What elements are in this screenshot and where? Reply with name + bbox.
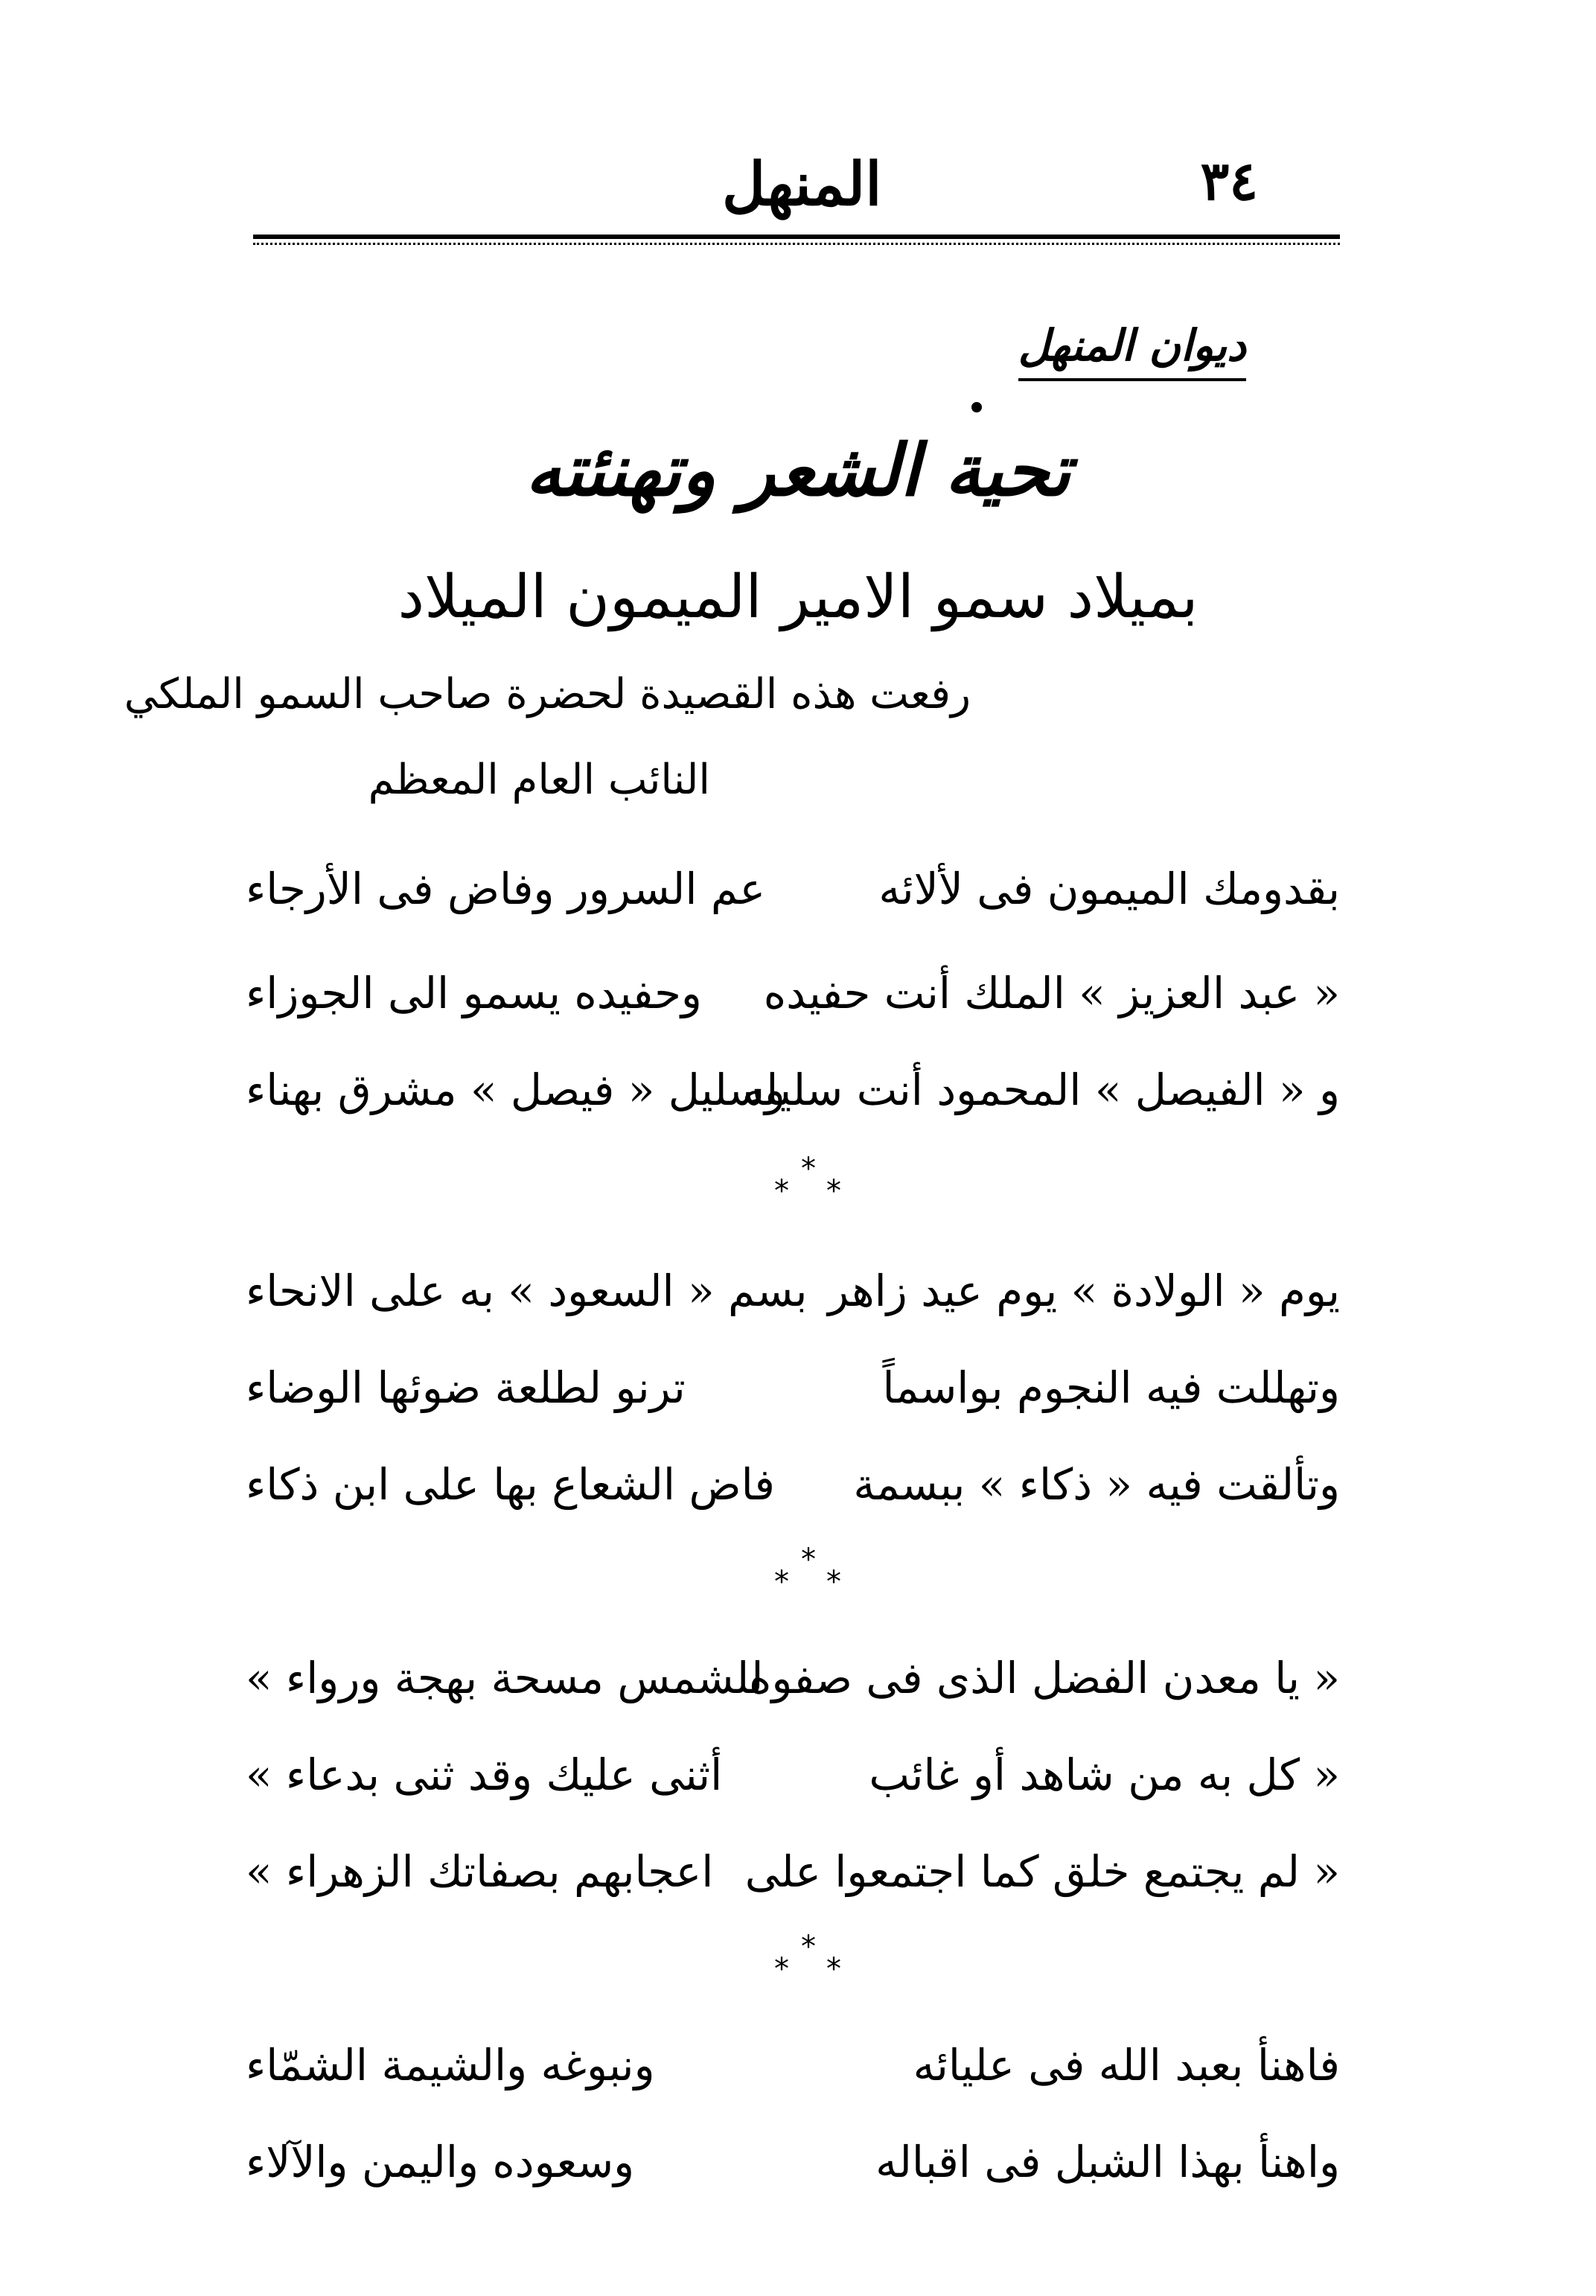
verse-line (246, 1065, 1340, 1139)
verse-second-hemistich: ونبوغه والشيمة الشمّاء (246, 2040, 655, 2091)
verse-second-hemistich: اعجابهم بصفاتك الزهراء » (246, 1846, 714, 1897)
section-tag: ديوان المنهل (1018, 320, 1246, 381)
verse-first-hemistich: وتألقت فيه « ذكاء » ببسمة (853, 1459, 1340, 1510)
verse-first-hemistich: فاهنأ بعبد الله فى عليائه (913, 2040, 1340, 2091)
verse-first-hemistich: « عبد العزيز » الملك أنت حفيده (763, 968, 1340, 1018)
dedication-line: رفعت هذه القصيدة لحضرة صاحب السمو الملكي (124, 670, 971, 718)
verse-second-hemistich: وسليل « فيصل » مشرق بهناء (246, 1065, 785, 1115)
header-rule (253, 235, 1340, 248)
verse-first-hemistich: وتهللت فيه النجوم بواسماً (882, 1362, 1340, 1413)
verse-first-hemistich: « لم يجتمع خلق كما اجتمعوا على (744, 1846, 1340, 1897)
verse-second-hemistich: وحفيده يسمو الى الجوزاء (246, 968, 702, 1018)
verse-second-hemistich: وسعوده واليمن والآلاء (246, 2137, 635, 2187)
verse-line (246, 1266, 1340, 1340)
stanza-separator: * * * (774, 1543, 841, 1599)
verse-second-hemistich: للشمس مسحة بهجة ورواء » (246, 1653, 764, 1703)
verse-line (246, 2137, 1340, 2211)
verse-line (246, 1653, 1340, 1727)
verse-first-hemistich: و « الفيصل » المحمود أنت سليله (741, 1065, 1340, 1115)
verse-line (246, 2040, 1340, 2114)
verse-line (246, 1750, 1340, 1824)
verse-line (246, 1846, 1340, 1921)
dedication-line: النائب العام المعظم (368, 756, 710, 804)
stanza-separator: * * * (774, 1152, 841, 1208)
stanza-separator: * * * (774, 1930, 841, 1986)
page-number: ٣٤ (1200, 149, 1258, 212)
poem-subtitle: بميلاد سمو الامير الميمون الميلاد (398, 562, 1198, 631)
running-head (246, 149, 1340, 231)
verse-line (246, 1459, 1340, 1534)
verse-second-hemistich: فاض الشعاع بها على ابن ذكاء (246, 1459, 775, 1510)
verse-first-hemistich: يوم « الولادة » يوم عيد زاهر (828, 1266, 1340, 1316)
verse-second-hemistich: ترنو لطلعة ضوئها الوضاء (246, 1362, 686, 1413)
journal-name: المنهل (722, 149, 882, 219)
verse-first-hemistich: « كل به من شاهد أو غائب (869, 1750, 1340, 1800)
poem-title: تحية الشعر وتهنئته (525, 428, 1071, 512)
verse-line (246, 1362, 1340, 1437)
verse-second-hemistich: عم السرور وفاض فى الأرجاء (246, 864, 766, 914)
verse-first-hemistich: « يا معدن الفضل الذى فى صفوه (749, 1653, 1340, 1703)
verse-first-hemistich: بقدومك الميمون فى لألائه (878, 864, 1340, 914)
verse-line (246, 864, 1340, 938)
verse-second-hemistich: بسم « السعود » به على الانحاء (246, 1266, 808, 1316)
ornament-dot (971, 402, 982, 412)
verse-second-hemistich: أثنى عليك وقد ثنى بدعاء » (246, 1750, 723, 1800)
verse-first-hemistich: واهنأ بهذا الشبل فى اقباله (875, 2137, 1340, 2187)
verse-line (246, 968, 1340, 1042)
